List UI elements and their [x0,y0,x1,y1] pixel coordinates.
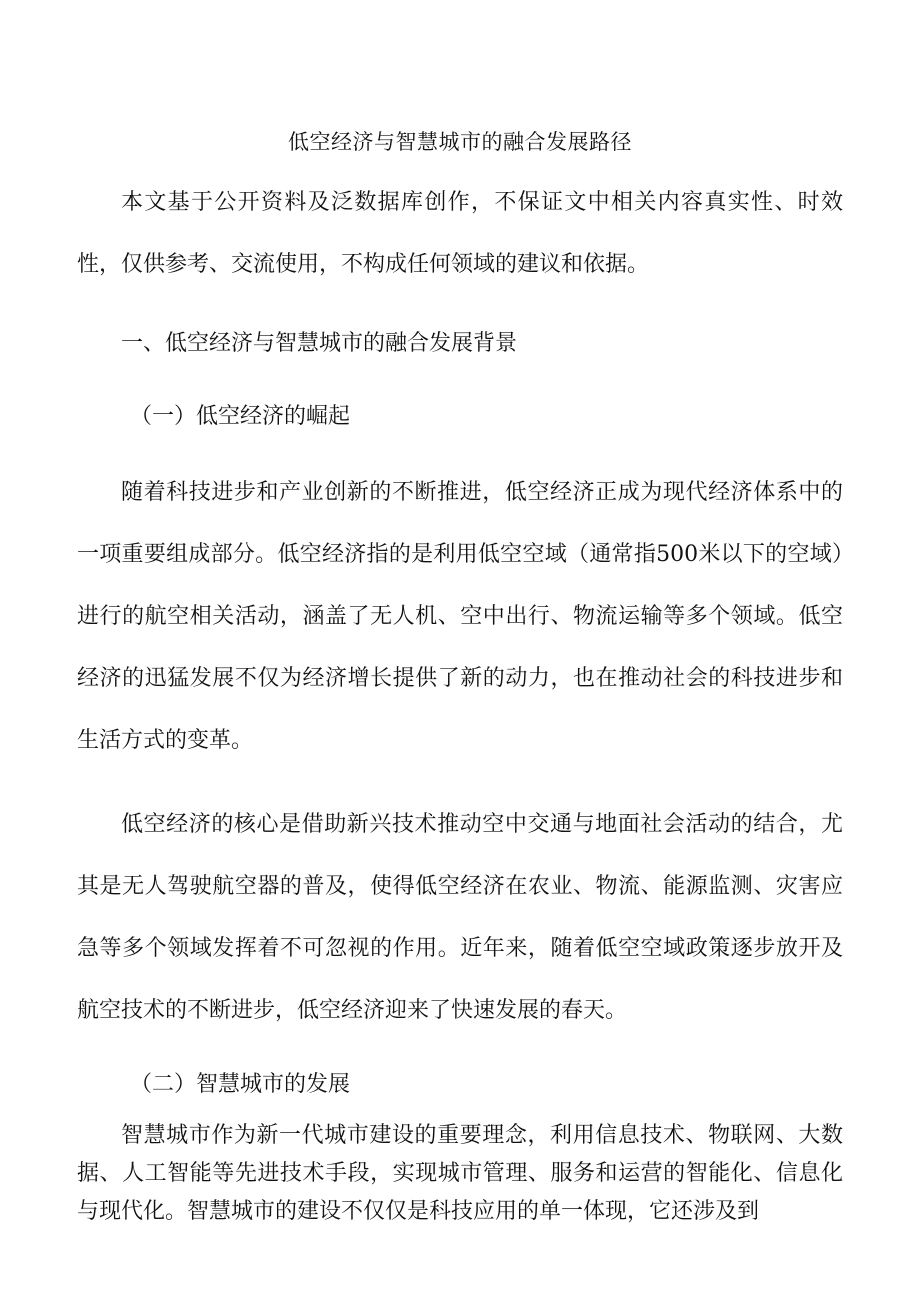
section-heading: 一、低空经济与智慧城市的融合发展背景 [121,331,518,356]
subsection-heading-rise: （一）低空经济的崛起 [130,404,351,429]
body-paragraph-2: 低空经济的核心是借助新兴技术推动空中交通与地面社会活动的结合，尤其是无人驾驶航空器的普及，使得低空经济在农业、物流、能源监测、灾害应急等多个领域发挥着不可忽视的作用。近年来，随着低空空域政策逐步放开及航空技术的不断进步，低空经济迎来了快速发展的春天。 [77,812,843,1023]
body-paragraph-3: 智慧城市作为新一代城市建设的重要理念，利用信息技术、物联网、大数据、人工智能等先进技术手段，实现城市管理、服务和运营的智能化、信息化与现代化。智慧城市的建设不仅仅是科技应用的单一体现，它还涉及到 [77,1123,843,1224]
document-title: 低空经济与智慧城市的融合发展路径 [288,130,632,154]
subsection-heading-smart-city: （二）智慧城市的发展 [130,1072,351,1097]
disclaimer-paragraph: 本文基于公开资料及泛数据库创作，不保证文中相关内容真实性、时效性，仅供参考、交流使用，不构成任何领域的建议和依据。 [77,190,843,277]
body-paragraph-1: 随着科技进步和产业创新的不断推进，低空经济正成为现代经济体系中的一项重要组成部分。低空经济指的是利用低空空域（通常指500米以下的空域）进行的航空相关活动，涵盖了无人机、空中出行、物流运输等多个领域。低空经济的迅猛发展不仅为经济增长提供了新的动力，也在推动社会的科技进步和生活方式的变革。 [77,480,843,753]
